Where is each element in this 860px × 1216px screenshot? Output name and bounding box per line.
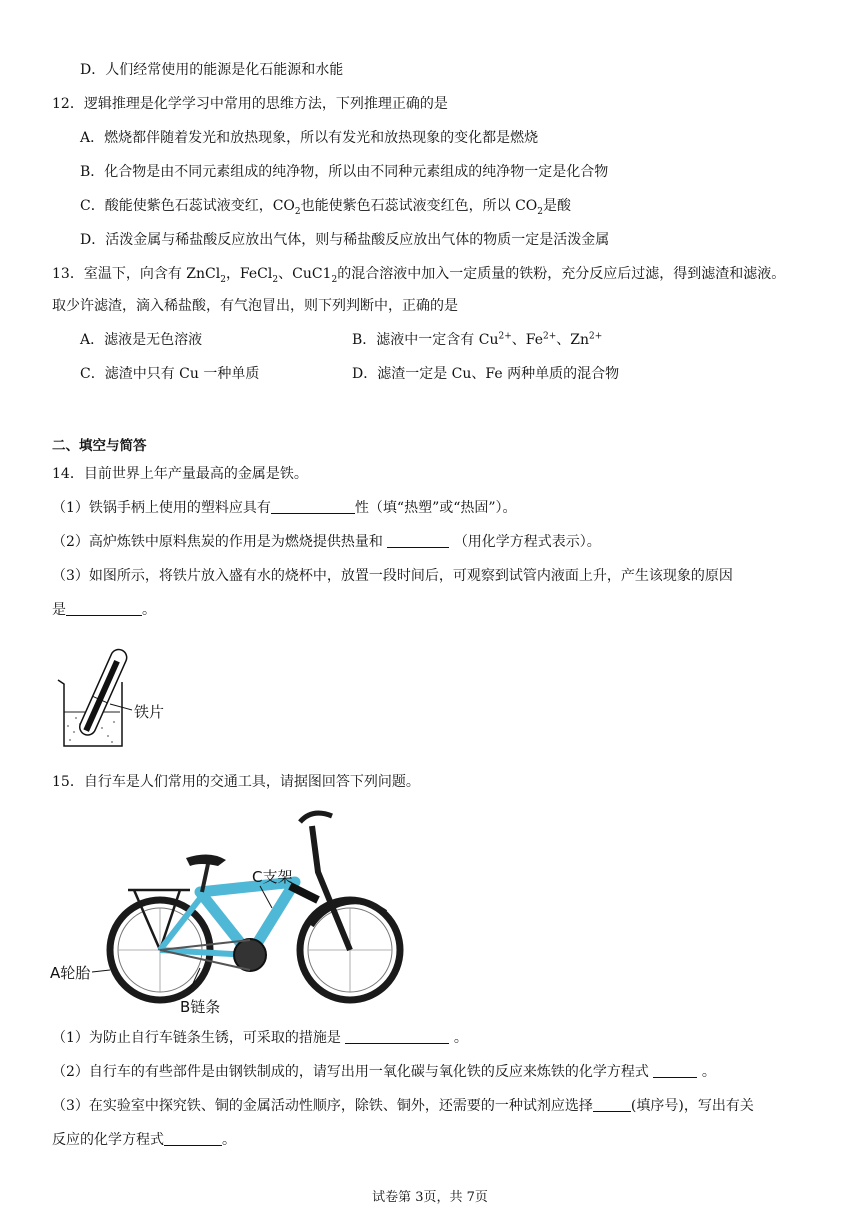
q15-part3-line1: （3）在实验室中探究铁、铜的金属活动性顺序，除铁、铜外，还需要的一种试剂应选择 (填序号)，写出有关 <box>52 1098 754 1114</box>
bicycle-figure <box>50 800 410 1022</box>
q15-blank-2[interactable] <box>653 1063 697 1078</box>
q14-part3-line1: （3）如图所示，将铁片放入盛有水的烧杯中，放置一段时间后，可观察到试管内液面上升，产生该现象的原因 <box>52 568 733 584</box>
iron-strip <box>83 660 119 732</box>
label-c-frame: C支架 <box>252 868 293 886</box>
q15-part1: （1）为防止自行车链条生锈，可采取的措施是 。 <box>52 1030 468 1046</box>
page-footer: 试卷第 3页，共 7页 <box>372 1190 488 1205</box>
q14-blank-2[interactable] <box>387 533 449 548</box>
label-a-tire: A轮胎 <box>50 964 91 982</box>
q15-blank-3[interactable] <box>593 1097 631 1112</box>
label-a-leader <box>92 970 110 972</box>
q14-part1: （1）铁锅手柄上使用的塑料应具有 性（填“热塑”或“热固”）。 <box>52 500 517 516</box>
q13-stem-line1: 13．室温下，向含有 ZnCl$_2$，FeCl$_2$、$CuC1_2$的混合溶液中加入一定质量的铁粉，充分反应后过滤，得到滤渣和滤液。 <box>52 266 786 285</box>
q13-option-c: C．滤渣中只有 Cu 一种单质 <box>80 366 260 382</box>
q15-blank-1[interactable] <box>345 1029 449 1044</box>
iron-strip-label: 铁片 <box>134 703 165 721</box>
q14-part2: （2）高炉炼铁中原料焦炭的作用是为燃烧提供热量和 （用化学方程式表示）。 <box>52 534 601 550</box>
beaker-figure <box>54 640 174 752</box>
label-leader <box>110 704 132 710</box>
q15-stem: 15．自行车是人们常用的交通工具，请据图回答下列问题。 <box>52 774 420 790</box>
q12-option-c: C．酸能使紫色石蕊试液变红，$CO_2$也能使紫色石蕊试液变红色，所以 $CO_2$是酸 <box>80 198 572 217</box>
label-b-chain: B链条 <box>180 998 221 1016</box>
q15-blank-4[interactable] <box>164 1131 222 1146</box>
q12-option-b: B．化合物是由不同元素组成的纯净物，所以由不同种元素组成的纯净物一定是化合物 <box>80 164 609 180</box>
q13-option-b: B．滤液中一定含有 $Cu^{2+}$、$Fe^{2+}$、$Zn^{2+}$ <box>352 331 603 348</box>
q13-option-a: A．滤液是无色溶液 <box>80 332 203 348</box>
front-fork <box>312 826 350 950</box>
q13-option-d: D．滤渣一定是 Cu、Fe 两种单质的混合物 <box>352 366 620 382</box>
q14-part3-line2: 是 。 <box>52 602 156 618</box>
q12-option-a: A．燃烧都伴随着发光和放热现象，所以有发光和放热现象的变化都是燃烧 <box>80 130 539 146</box>
handlebar <box>300 813 332 822</box>
chain-ring <box>234 939 266 971</box>
q13-stem-line2: 取少许滤渣，滴入稀盐酸，有气泡冒出，则下列判断中，正确的是 <box>52 298 458 314</box>
q14-blank-1[interactable] <box>271 499 355 514</box>
q12-stem: 12．逻辑推理是化学学习中常用的思维方法，下列推理正确的是 <box>52 96 448 112</box>
section-title: 二、填空与简答 <box>52 438 147 454</box>
q15-part2: （2）自行车的有些部件是由钢铁制成的，请写出用一氧化碳与氧化铁的反应来炼铁的化学方程式 。 <box>52 1064 716 1080</box>
q14-blank-3[interactable] <box>66 601 142 616</box>
q12-option-d: D．活泼金属与稀盐酸反应放出气体，则与稀盐酸反应放出气体的物质一定是活泼金属 <box>80 232 610 248</box>
q14-stem: 14．目前世界上年产量最高的金属是铁。 <box>52 466 308 482</box>
q11-option-d: D．人们经常使用的能源是化石能源和水能 <box>80 62 344 78</box>
q15-part3-line2: 反应的化学方程式 。 <box>52 1132 236 1148</box>
